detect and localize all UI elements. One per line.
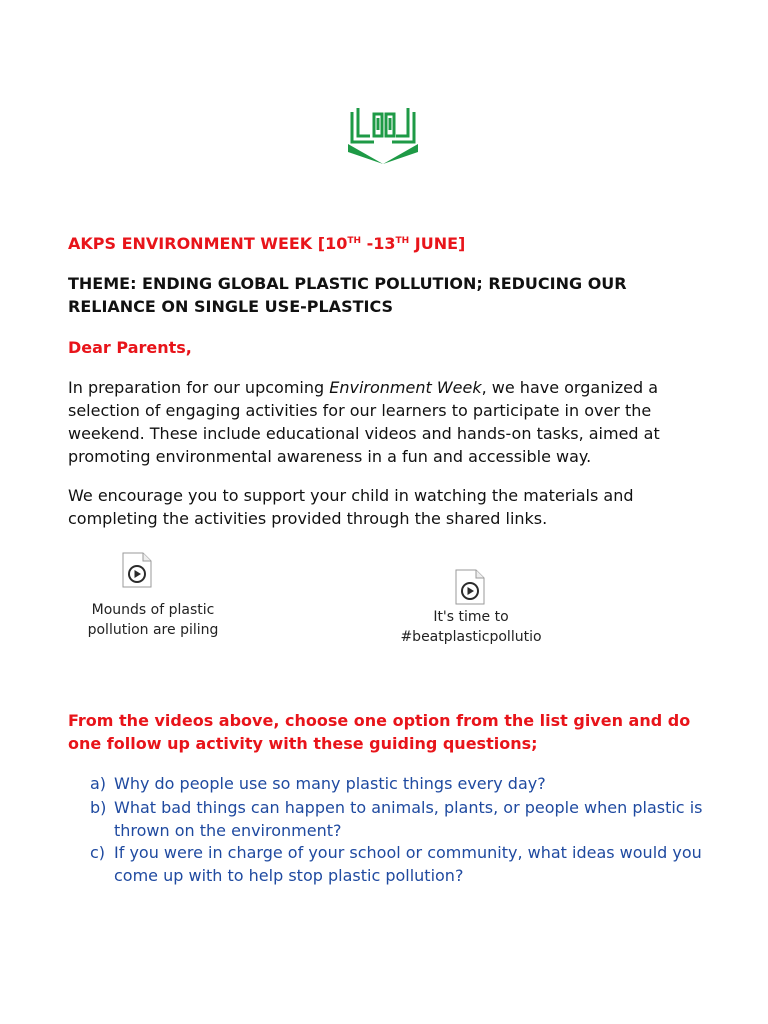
video-file-icon[interactable] [122,552,152,586]
question-text: If you were in charge of your school or community, what ideas would you come up with to help stop plastic pollution? [114,843,702,885]
theme-heading: THEME: ENDING GLOBAL PLASTIC POLLUTION; REDUCING OUR RELIANCE ON SINGLE USE-PLASTICS [68,274,627,316]
title-superscript-2: TH [395,236,410,246]
question-item [92,796,712,842]
akps-logo-icon [344,102,422,164]
activity-instructions: From the videos above, choose one option from the list given and do one follow up activity with these guiding questions; [68,711,691,753]
encouragement-paragraph: We encourage you to support your child in watching the materials and completing the activities provided through the shared links. [68,486,634,528]
question-marker: a) [90,774,107,793]
question-item [92,772,712,795]
title-text-mid: -13 [361,234,396,253]
video-caption-1[interactable]: Mounds of plastic pollution are piling [87,602,219,638]
question-marker: c) [90,843,106,862]
title-superscript-1: TH [347,236,362,246]
video-file-icon[interactable] [455,569,485,603]
question-text: Why do people use so many plastic things every day? [114,774,546,793]
question-marker: b) [90,798,107,817]
intro-text-end: , we have organized a selection of engaging activities for our learners to participate in over the weekend. These include educational videos and hands-on tasks, aimed at promoting environmental awareness in a fun and accessible way. [68,378,660,466]
intro-paragraph [68,376,718,468]
document-title [68,230,465,255]
question-item [92,841,712,887]
question-text: What bad things can happen to animals, plants, or people when plastic is thrown on the environment? [114,798,703,840]
intro-emphasis: Environment Week [329,378,482,397]
greeting: Dear Parents, [68,338,192,357]
intro-text-start: In preparation for our upcoming [68,378,330,397]
title-text-end: JUNE] [409,234,466,253]
title-text: AKPS ENVIRONMENT WEEK [10 [68,234,348,253]
video-caption-2[interactable]: It's time to #beatplasticpollutio [400,609,542,645]
